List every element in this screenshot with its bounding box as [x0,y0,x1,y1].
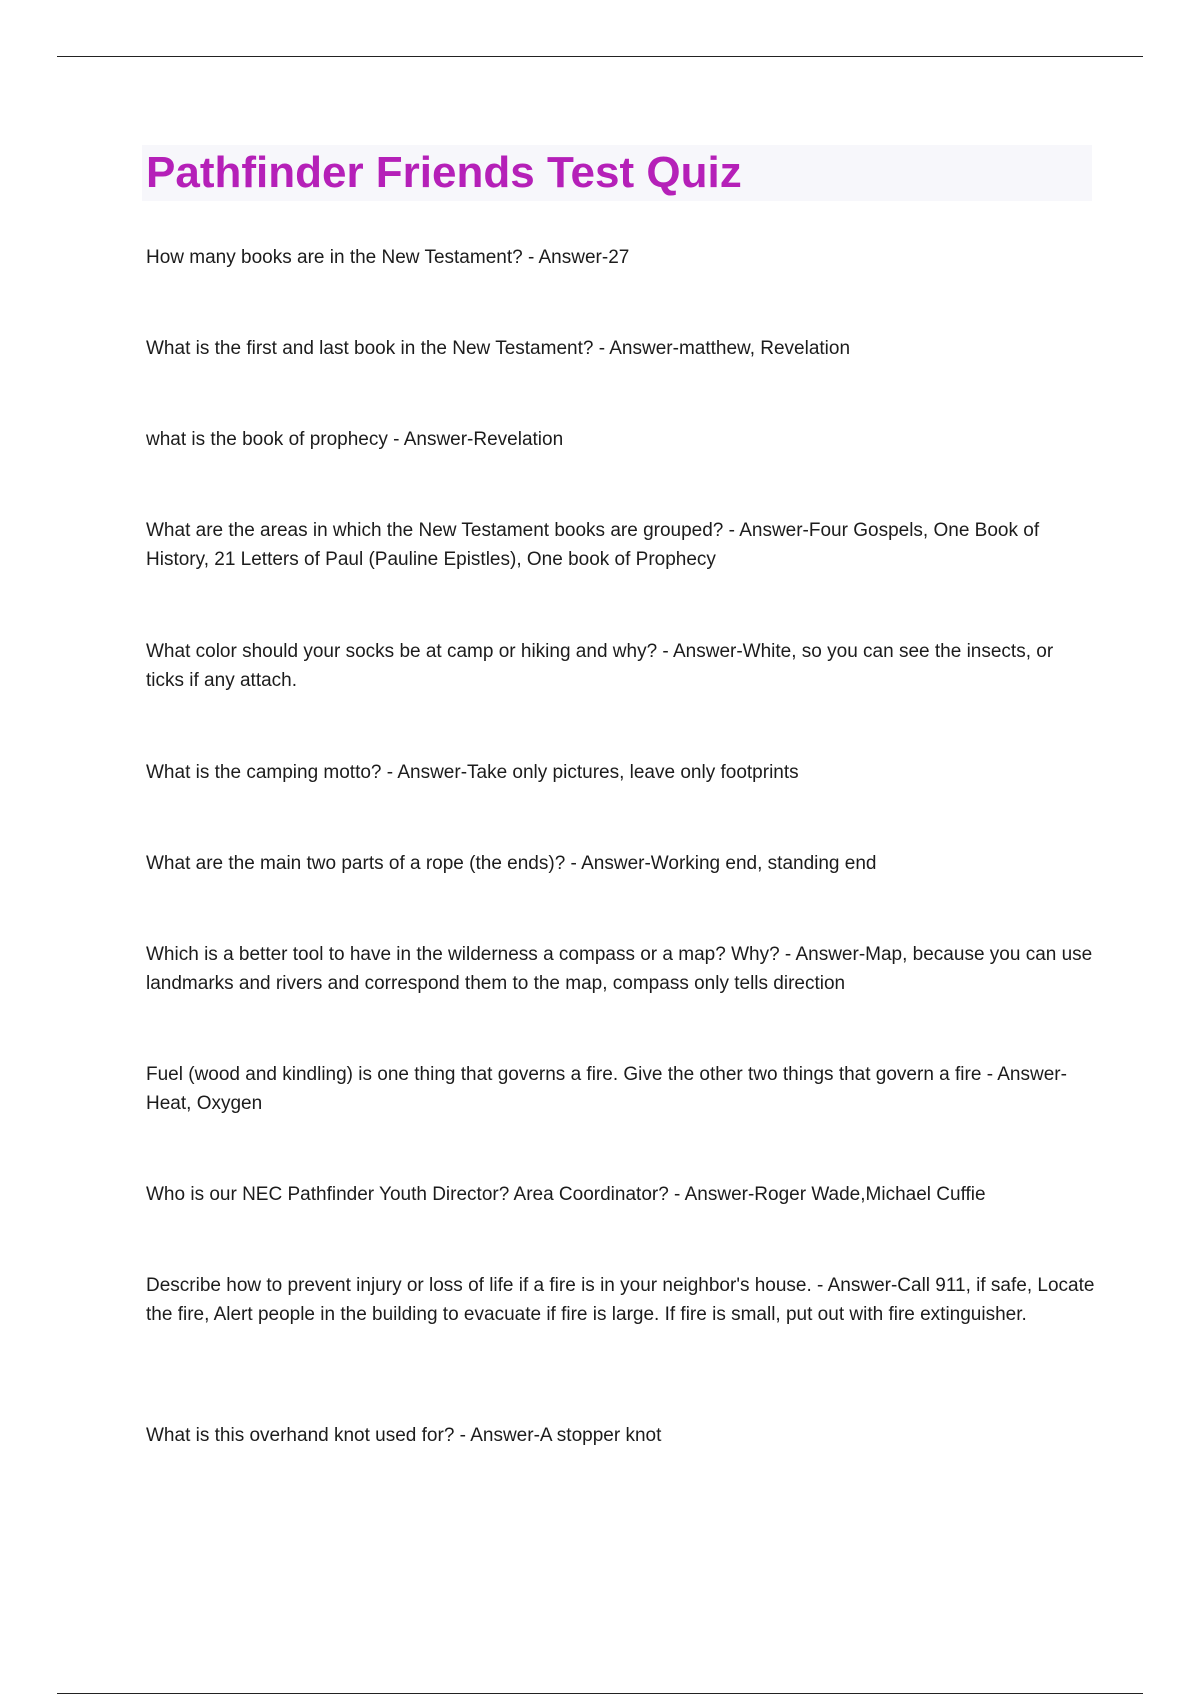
qa-item: What are the main two parts of a rope (the ends)? - Answer-Working end, standing end [146,853,877,874]
qa-item: Who is our NEC Pathfinder Youth Director? Area Coordinator? - Answer-Roger Wade,Michael Cuffie [146,1184,986,1205]
qa-item: What is the camping motto? - Answer-Take only pictures, leave only footprints [146,762,799,783]
bottom-divider [57,1693,1143,1694]
qa-item: Which is a better tool to have in the wilderness a compass or a map? Why? - Answer-Map, because you can use landmarks and rivers and correspond them to the map, compass only tells direction [146,944,1093,994]
qa-item: What is this overhand knot used for? - Answer-A stopper knot [146,1425,662,1446]
qa-item: How many books are in the New Testament? - Answer-27 [146,247,630,268]
top-divider [57,56,1143,57]
qa-item: Fuel (wood and kindling) is one thing that governs a fire. Give the other two things that govern a fire - Answer-Heat, Oxygen [146,1064,1067,1114]
document-title: Pathfinder Friends Test Quiz [146,148,742,197]
qa-item: What color should your socks be at camp or hiking and why? - Answer-White, so you can see the insects, or ticks if any attach. [146,641,1054,691]
qa-item: what is the book of prophecy - Answer-Revelation [146,429,564,450]
qa-item: What are the areas in which the New Testament books are grouped? - Answer-Four Gospels, One Book of History, 21 Letters of Paul (Pauline Epistles), One book of Prophecy [146,520,1040,570]
qa-item: Describe how to prevent injury or loss of life if a fire is in your neighbor's house. - Answer-Call 911, if safe, Locate the fire, Alert people in the building to evacuate if fire is large. If fire is small, put out with fire extinguisher. [146,1275,1095,1325]
qa-item: What is the first and last book in the New Testament? - Answer-matthew, Revelation [146,338,851,359]
